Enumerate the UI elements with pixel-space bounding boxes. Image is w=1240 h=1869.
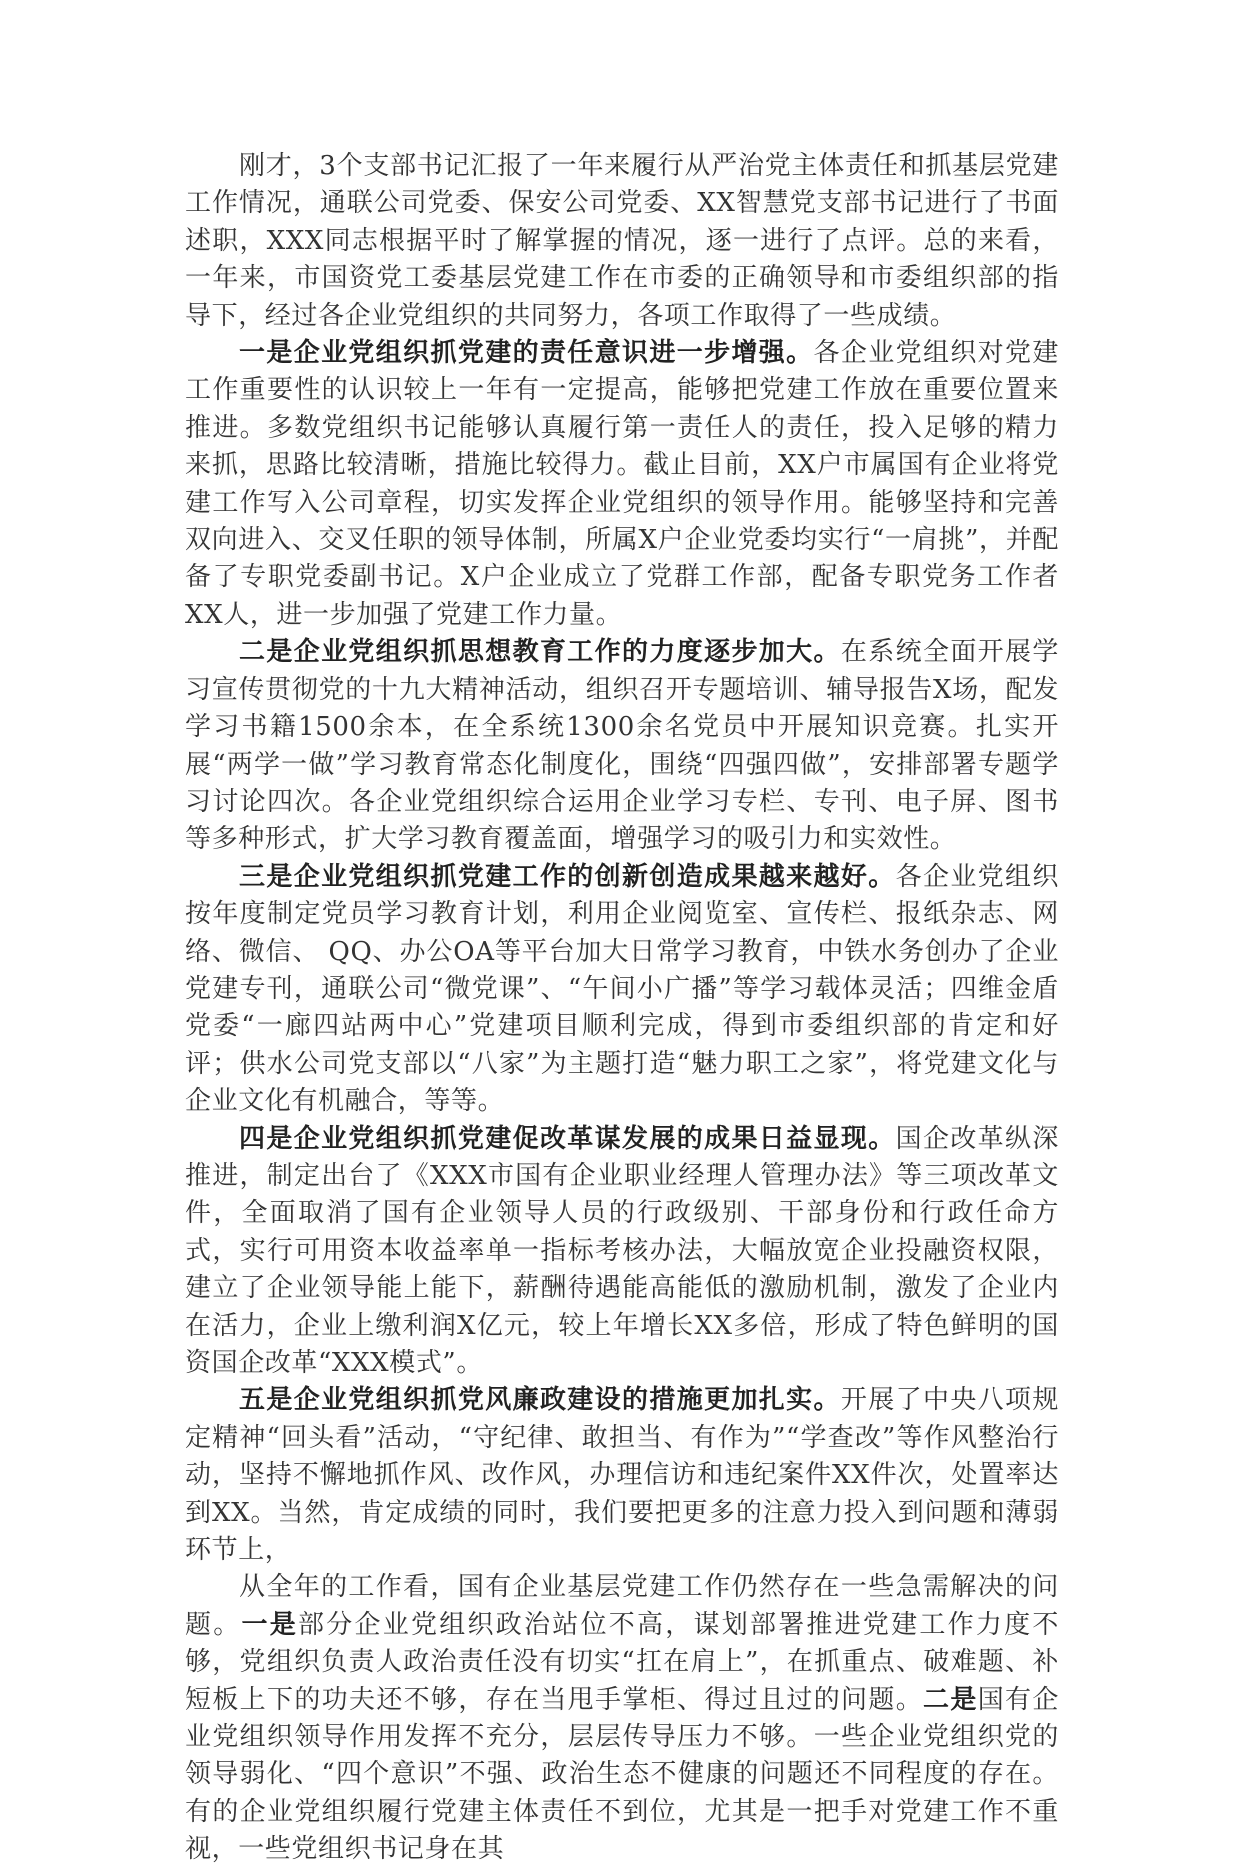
achievement-paragraph-5 bbox=[185, 1382, 1059, 1569]
paragraph-text: 在系统全面开展学习宣传贯彻党的十九大精神活动，组织召开专题培训、辅导报告X场，配发学习书籍1500余本，在全系统1300余名党员中开展知识竞赛。扎实开展“两学一做”学习教育常态化制度化，围绕“四强四做”，安排部署专题学习讨论四次。各企业党组织综合运用企业学习专栏、专刊、电子屏、图书等多种形式，扩大学习教育覆盖面，增强学习的吸引力和实效性。 bbox=[185, 637, 1059, 855]
achievement-paragraph-4 bbox=[185, 1121, 1059, 1383]
intro-paragraph bbox=[185, 148, 1059, 335]
problems-intro-paragraph bbox=[185, 1569, 1059, 1868]
paragraph-lead: 三是企业党组织抓党建工作的创新创造成果越来越好。 bbox=[239, 861, 896, 892]
paragraph-lead: 一是企业党组织抓党建的责任意识进一步增强。 bbox=[239, 338, 814, 369]
problem-2-label: 二是 bbox=[923, 1684, 978, 1715]
paragraph-lead: 五是企业党组织抓党风廉政建设的措施更加扎实。 bbox=[239, 1385, 841, 1416]
paragraph-lead: 二是企业党组织抓思想教育工作的力度逐步加大。 bbox=[239, 637, 841, 668]
achievement-paragraph-3 bbox=[185, 859, 1059, 1121]
paragraph-text: 开展了中央八项规定精神“回头看”活动，“守纪律、敢担当、有作为”“学查改”等作风整治行动，坚持不懈地抓作风、改作风，办理信访和违纪案件XX件次，处置率达到XX。当然，肯定成绩的同时，我们要把更多的注意力投入到问题和薄弱环节上， bbox=[185, 1385, 1059, 1566]
problem-1-text: 部分企业党组织政治站位不高，谋划部署推进党建工作力度不够，党组织负责人政治责任没有切实“扛在肩上”，在抓重点、破难题、补短板上下的功夫还不够，存在当甩手掌柜、得过且过的问题。 bbox=[185, 1609, 1060, 1715]
problem-2-text: 国有企业党组织领导作用发挥不充分，层层传导压力不够。一些企业党组织党的领导弱化、“四个意识”不强、政治生态不健康的问题还不同程度的存在。有的企业党组织履行党建主体责任不到位，尤其是一把手对党建工作不重视，一些党组织书记身在其 bbox=[185, 1684, 1059, 1865]
paragraph-text: 各企业党组织按年度制定党员学习教育计划，利用企业阅览室、宣传栏、报纸杂志、网络、微信、 QQ、办公OA等平台加大日常学习教育，中铁水务创办了企业党建专刊，通联公司“微党课”、“午间小广播”等学习载体灵活；四维金盾党委“一廊四站两中心”党建项目顺利完成，得到市委组织部的肯定和好评；供水公司党支部以“八家”为主题打造“魅力职工之家”，将党建文化与企业文化有机融合，等等。 bbox=[185, 861, 1060, 1117]
paragraph-lead: 四是企业党组织抓党建促改革谋发展的成果日益显现。 bbox=[239, 1123, 896, 1154]
achievement-paragraph-2 bbox=[185, 634, 1059, 858]
problems-intro: 从全年的工作看，国有企业基层党建工作仍然存在一些急需解决的问题。 bbox=[185, 1572, 1059, 1640]
problem-1-label: 一是 bbox=[241, 1609, 298, 1640]
achievement-paragraph-1 bbox=[185, 335, 1059, 634]
paragraph-text: 国企改革纵深推进，制定出台了《XXX市国有企业职业经理人管理办法》等三项改革文件，全面取消了国有企业领导人员的行政级别、干部身份和行政任命方式，实行可用资本收益率单一指标考核办法，大幅放宽企业投融资权限，建立了企业领导能上能下，薪酬待遇能高能低的激励机制，激发了企业内在活力，企业上缴利润X亿元，较上年增长XX多倍，形成了特色鲜明的国资国企改革“XXX模式”。 bbox=[185, 1123, 1060, 1378]
document-page bbox=[185, 148, 1059, 1869]
paragraph-text: 刚才，3个支部书记汇报了一年来履行从严治党主体责任和抓基层党建工作情况，通联公司党委、保安公司党委、XX智慧党支部书记进行了书面述职，XXX同志根据平时了解掌握的情况，逐一进行了点评。总的来看，一年来，市国资党工委基层党建工作在市委的正确领导和市委组织部的指导下，经过各企业党组织的共同努力，各项工作取得了一些成绩。 bbox=[185, 151, 1059, 331]
paragraph-text: 各企业党组织对党建工作重要性的认识较上一年有一定提高，能够把党建工作放在重要位置来推进。多数党组织书记能够认真履行第一责任人的责任，投入足够的精力来抓，思路比较清晰，措施比较得力。截止目前，XX户市属国有企业将党建工作写入公司章程，切实发挥企业党组织的领导作用。能够坚持和完善双向进入、交叉任职的领导体制，所属X户企业党委均实行“一肩挑”，并配备了专职党委副书记。X户企业成立了党群工作部，配备专职党务工作者XX人，进一步加强了党建工作力量。 bbox=[185, 338, 1059, 630]
